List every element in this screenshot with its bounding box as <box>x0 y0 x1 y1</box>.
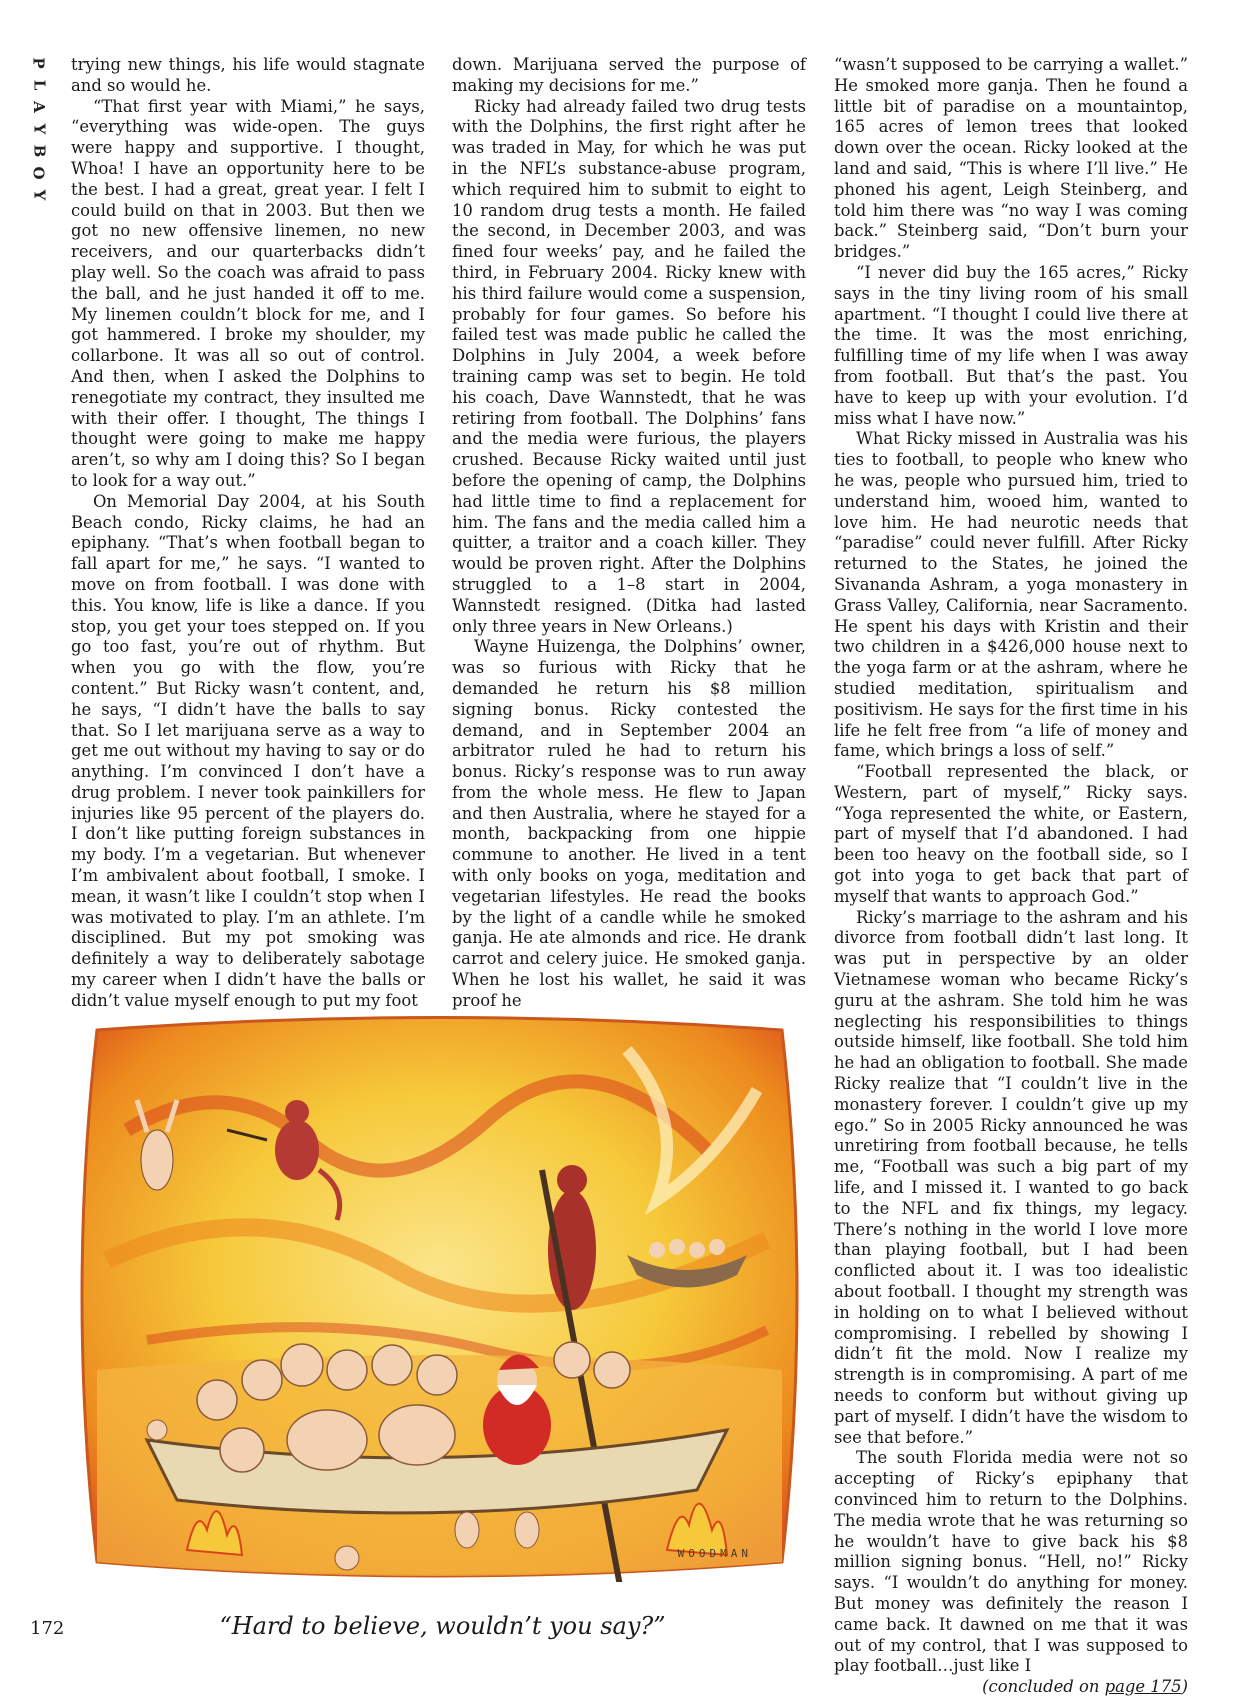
continuation-prefix: (concluded on <box>982 1677 1105 1697</box>
text-column-1 <box>71 55 425 1012</box>
paragraph: Wayne Huizenga, the Dolphins’ owner, was so furious with Ricky that he demanded he return his $8 million signing bonus. Ricky contested the demand, and in September 2004 an arbitrator ruled he had to return his bonus. Ricky’s response was to run away from the whole mess. He flew to Japan and then Australia, where he stayed for a month, backpacking from one hippie commune to another. He lived in a tent with only books on yoga, meditation and vegetarian lifestyles. He read the books by the light of a candle while he smoked ganja. He ate almonds and rice. He drank carrot and celery juice. He smoked ganja. When he lost his wallet, he said it was proof he <box>452 637 806 1010</box>
page-number: 172 <box>30 1618 65 1639</box>
paragraph: “Football represented the black, or Western, part of myself,” Ricky says. “Yoga represented the white, or Eastern, part of myself that I’d abandoned. I had been too heavy on the football side, so I got into yoga to get back that part of myself that wants to approach God.” <box>834 762 1188 906</box>
paragraph: trying new things, his life would stagnate and so would he. <box>71 55 425 95</box>
playboy-masthead <box>30 52 48 206</box>
paragraph: What Ricky missed in Australia was his ties to football, to people who knew who he was, people who pursued him, tried to understand him, wooed him, wanted to love him. He had neurotic needs that “paradise” could never fulfill. After Ricky returned to the States, he joined the Sivananda Ashram, a yoga monastery in Grass Valley, California, near Sacramento. He spent his days with Kristin and their two children in a $426,000 house next to the yoga farm or at the ashram, where he studied meditation, spiritualism and positivism. He says for the first time in his life he felt free from “a life of money and fame, which brings a loss of self.” <box>834 429 1188 761</box>
paragraph: “I never did buy the 165 acres,” Ricky says in the tiny living room of his small apartment. “I thought I could live there at the time. It was the most enriching, fulfilling time of my life when I was away from football. But that’s the past. You have to keep up with your evolution. I’d miss what I have now.” <box>834 262 1188 428</box>
cartoon-illustration <box>67 1010 812 1582</box>
continuation-note <box>834 1677 1188 1698</box>
cartoon-drawing <box>67 1010 812 1582</box>
continuation-suffix: ) <box>1181 1677 1188 1697</box>
text-column-2 <box>452 55 806 1012</box>
masthead-letter: A <box>29 101 48 113</box>
continuation-page-link[interactable]: page 175 <box>1104 1677 1182 1697</box>
text-column-3 <box>834 55 1188 1698</box>
paragraph: “wasn’t supposed to be carrying a wallet.” He smoked more ganja. Then he found a little bit of paradise on a mountaintop, 165 acres of lemon trees that looked down over the ocean. Ricky looked at the land and said, “This is where I’ll live.” He phoned his agent, Leigh Steinberg, and told him there was “no way I was coming back.” Steinberg said, “Don’t burn your bridges.” <box>834 55 1188 262</box>
masthead-letter: B <box>30 144 48 158</box>
paragraph: The south Florida media were not so accepting of Ricky’s epiphany that convinced him to return to the Dolphins. The media wrote that he was returning so he wouldn’t have to give back his $8 million signing bonus. “Hell, no!” Ricky says. “I wouldn’t do anything for money. But money was definitely the reason I came back. It dawned on me that it was out of my control, that I was supposed to play football…just like I <box>834 1448 1188 1676</box>
masthead-letter: L <box>29 79 48 91</box>
cartoon-caption: “Hard to believe, wouldn’t you say?” <box>219 1612 666 1640</box>
paragraph: Ricky had already failed two drug tests with the Dolphins, the first right after he was traded in May, for which he was put in the NFL’s substance-abuse program, which required him to submit to eight to 10 random drug tests a month. He failed the second, in December 2003, and was fined four weeks’ pay, and he failed the third, in February 2004. Ricky knew with his third failure would come a suspension, probably for four games. So before his failed test was made public he called the Dolphins in July 2004, a week before training camp was set to begin. He told his coach, Dave Wannstedt, that he was retiring from football. The Dolphins’ fans and the media were furious, the players crushed. Because Ricky waited until just before the opening of camp, the Dolphins had little time to find a replacement for him. The fans and the media called him a quitter, a traitor and a coach killer. They would be proven right. After the Dolphins struggled to a 1–8 start in 2004, Wannstedt resigned. (Ditka had lasted only three years in New Orleans.) <box>452 96 806 636</box>
masthead-letter: Y <box>30 189 48 201</box>
masthead-letter: P <box>30 57 48 69</box>
masthead-letter: Y <box>30 123 48 135</box>
paragraph: “That first year with Miami,” he says, “everything was wide-open. The guys were happy and supportive. I thought, Whoa! I have an opportunity here to be the best. I had a great, great year. I felt I could build on that in 2003. But then we got no new offensive linemen, no new receivers, and our quarterbacks didn’t play well. So the coach was afraid to pass the ball, and he just handed it off to me. My linemen couldn’t block for me, and I got hammered. I broke my shoulder, my collarbone. It was all so out of control. And then, when I asked the Dolphins to renegotiate my contract, they insulted me with their offer. I thought, The things I thought were going to make me happy aren’t, so why am I doing this? So I began to look for a way out.” <box>71 96 425 490</box>
paragraph: On Memorial Day 2004, at his South Beach condo, Ricky claims, he had an epiphany. “That’s when football began to fall apart for me,” he says. “I wanted to move on from football. I was done with this. You know, life is like a dance. If you stop, you get your toes stepped on. If you go too fast, you’re out of rhythm. But when you go with the flow, you’re content.” But Ricky wasn’t content, and, he says, “I didn’t have the balls to say that. So I let marijuana serve as a way to get me out without my having to say or do anything. I’m convinced I don’t have a drug problem. I never took painkillers for injuries like 95 percent of the players do. I don’t like putting foreign substances in my body. I’m a vegetarian. But whenever I’m ambivalent about football, I smoke. I mean, it wasn’t like I couldn’t stop when I was motivated to play. I’m an athlete. I’m disciplined. But my pot smoking was definitely a way to deliberately sabotage my career when I didn’t have the balls or didn’t value myself enough to put my foot <box>71 491 425 1010</box>
paragraph: down. Marijuana served the purpose of making my decisions for me.” <box>452 55 806 95</box>
artist-signature: WOODMAN <box>677 1547 752 1560</box>
masthead-letter: O <box>29 166 48 180</box>
paragraph: Ricky’s marriage to the ashram and his divorce from football didn’t last long. It was put in perspective by an older Vietnamese woman who became Ricky’s guru at the ashram. She told him he was neglecting his responsibilities to things outside himself, like football. She told him he had an obligation to football. She made Ricky realize that “I couldn’t live in the monastery forever. I couldn’t give up my ego.” So in 2005 Ricky announced he was unretiring from football because, he tells me, “Football was such a big part of my life, and I missed it. I wanted to go back to the NFL and fix things, my legacy. There’s nothing in the world I love more than playing football, but I had been conflicted about it. I was too idealistic about football. I thought my strength was in holding on to what I believed without compromising. I rebelled by showing I didn’t fit the mold. Now I realize my strength is in compromising. A part of me needs to conform but without giving up part of myself. I didn’t have the wisdom to see that before.” <box>834 907 1188 1447</box>
